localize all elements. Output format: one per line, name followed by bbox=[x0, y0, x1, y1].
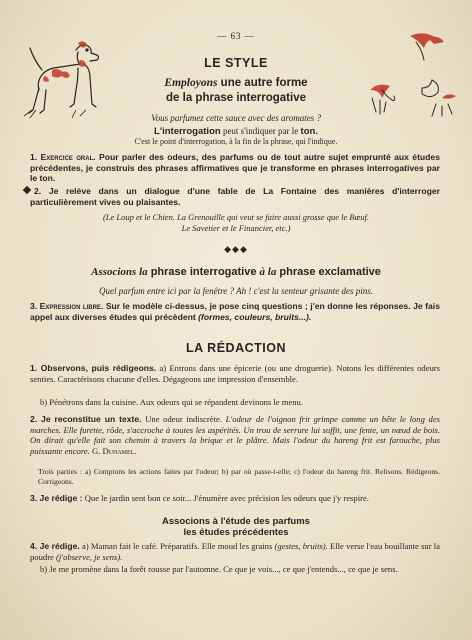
associons-question: Quel parfum entre ici par la fenêtre ? Ah ! c'est la senteur grisante des pins. bbox=[98, 286, 374, 296]
associons-italic1: Associons la bbox=[91, 266, 148, 278]
style-subtitle-line2: de la phrase interrogative bbox=[166, 92, 306, 104]
exercise-1-text: Pour parler des odeurs, des parfums ou de tout autre sujet emprunté aux études précédentes, je construis des phrases affirmatives que je transforme en phrases interrogatives par le ton. bbox=[30, 152, 440, 184]
exercise-3-italic: (formes, couleurs, bruits...). bbox=[198, 311, 312, 322]
redaction-4-text: a) Maman fait le café. Préparatifs. Elle moud les grains bbox=[79, 541, 275, 551]
example-question: Vous parfumez cette sauce avec des aromates ? bbox=[151, 113, 321, 123]
redaction-4 bbox=[30, 541, 440, 562]
redaction-2 bbox=[30, 414, 440, 456]
point-note: C'est le point d'interrogation, à la fin de la phrase, qui l'indique. bbox=[134, 137, 338, 146]
redaction-4-italic2: (j'observe, je sens). bbox=[56, 551, 123, 562]
interrogation-bold: L'interrogation bbox=[154, 126, 221, 137]
associons-mid: phrase interrogative bbox=[147, 266, 260, 278]
redaction-4-italic1: (gestes, bruits). bbox=[274, 541, 328, 551]
subtitle-italic: Employons bbox=[164, 77, 218, 89]
fable-examples-line2: Le Savetier et le Financier, etc.) bbox=[181, 223, 291, 233]
redaction-2-bold: 2. Je reconstitue un texte. bbox=[30, 414, 142, 424]
associons-italic2: à la bbox=[259, 266, 277, 278]
section-divider: ◆◆◆ bbox=[224, 244, 248, 254]
associons-end: phrase exclamative bbox=[276, 266, 381, 278]
redaction-3-bold: 3. Je rédige : bbox=[30, 493, 83, 503]
interrogation-mid: peut s'indiquer par le bbox=[220, 126, 301, 136]
redaction-2-plain: Une odeur indiscrète. bbox=[141, 414, 226, 424]
fable-examples-line1: (Le Loup et le Chien. La Grenouille qui veut se faire aussi grosse que le Bœuf. bbox=[102, 212, 370, 222]
exercise-3-label: Expression libre. bbox=[39, 301, 104, 311]
style-subtitle-line1 bbox=[0, 77, 472, 89]
exercise-3 bbox=[30, 301, 440, 322]
redaction-4-bold: 4. Je rédige. bbox=[30, 541, 80, 551]
redaction-3-text: Que le jardin sent bon ce soir... J'énumère avec précision les odeurs que j'y respire. bbox=[82, 493, 369, 503]
birds-illustration bbox=[362, 28, 462, 123]
interrogation-rule bbox=[0, 126, 472, 137]
exercise-2-text: 2. Je relève dans un dialogue d'une fable de La Fontaine des manières d'interroger particulièrement vives ou plaisantes. bbox=[30, 186, 440, 207]
redaction-1-bold: 1. Observons, puis rédigeons. bbox=[30, 363, 157, 373]
redaction-2-italic: L'odeur de l'oignon frit grimpe comme un bête le long des marches. Elle furette, rôde, s'accroche à toutes les aspérités. Un trou de serrure lui suffit, une fente, un nœud de bois. On dirait qu'elle fait son chemin à travers la brique et le plâtre. Mais l'odeur du hareng frit est farouche, plus puissante encore. bbox=[30, 414, 440, 456]
subtitle-rest: une autre forme bbox=[217, 77, 308, 89]
redaction-4b: b) Je me promène dans la forêt rousse par l'automne. Ce que je vois..., ce que j'entends..., ce que je sens. bbox=[40, 564, 398, 574]
redaction-1b: b) Pénétrons dans la cuisine. Aux odeurs qui se répandent devinons le menu. bbox=[40, 397, 304, 407]
redaction-2-parts: Trois parties : a) Comptons les actions faites par l'odeur; b) par où passe-t-elle; c) l'odeur du hareng frit. Relisons. Rédigeons. Corrigeons. bbox=[38, 467, 440, 486]
exercise-3-text: Sur le modèle ci-dessus, je pose cinq questions ; j'en donne les réponses. Je fais appel aux diverses études qui précèdent bbox=[30, 301, 440, 322]
section-title-style: LE STYLE bbox=[204, 56, 268, 70]
associons-etudes-title bbox=[0, 516, 472, 538]
redaction-1 bbox=[30, 363, 440, 384]
exercise-1 bbox=[30, 152, 440, 184]
exercise-3-num: 3. bbox=[30, 301, 40, 311]
redaction-2-author: G. Duhamel. bbox=[89, 445, 137, 456]
redaction-3 bbox=[30, 493, 440, 504]
associons-title bbox=[0, 266, 472, 278]
exercise-1-num: 1. bbox=[30, 152, 41, 162]
associons-etudes-line1: Associons à l'étude des parfums bbox=[162, 516, 310, 527]
fable-examples bbox=[40, 212, 432, 234]
redaction-4-text2: Elle verse l'eau bouillante sur la poudre bbox=[30, 541, 440, 562]
page-number: — 63 — bbox=[217, 31, 255, 41]
section-title-redaction: LA RÉDACTION bbox=[186, 341, 286, 355]
interrogation-ton: ton. bbox=[300, 126, 318, 137]
diamond-bullet-icon bbox=[23, 186, 31, 194]
exercise-1-label: Exercice oral. bbox=[40, 152, 96, 162]
exercise-2 bbox=[30, 186, 440, 207]
associons-etudes-line2: les études précédentes bbox=[183, 527, 289, 538]
redaction-1-text: a) Entrons dans une épicerie (ou une droguerie). Notons les différentes odeurs senties. Caractérisons chacune d'elles. Dégageons une impression d'ensemble. bbox=[30, 363, 441, 384]
